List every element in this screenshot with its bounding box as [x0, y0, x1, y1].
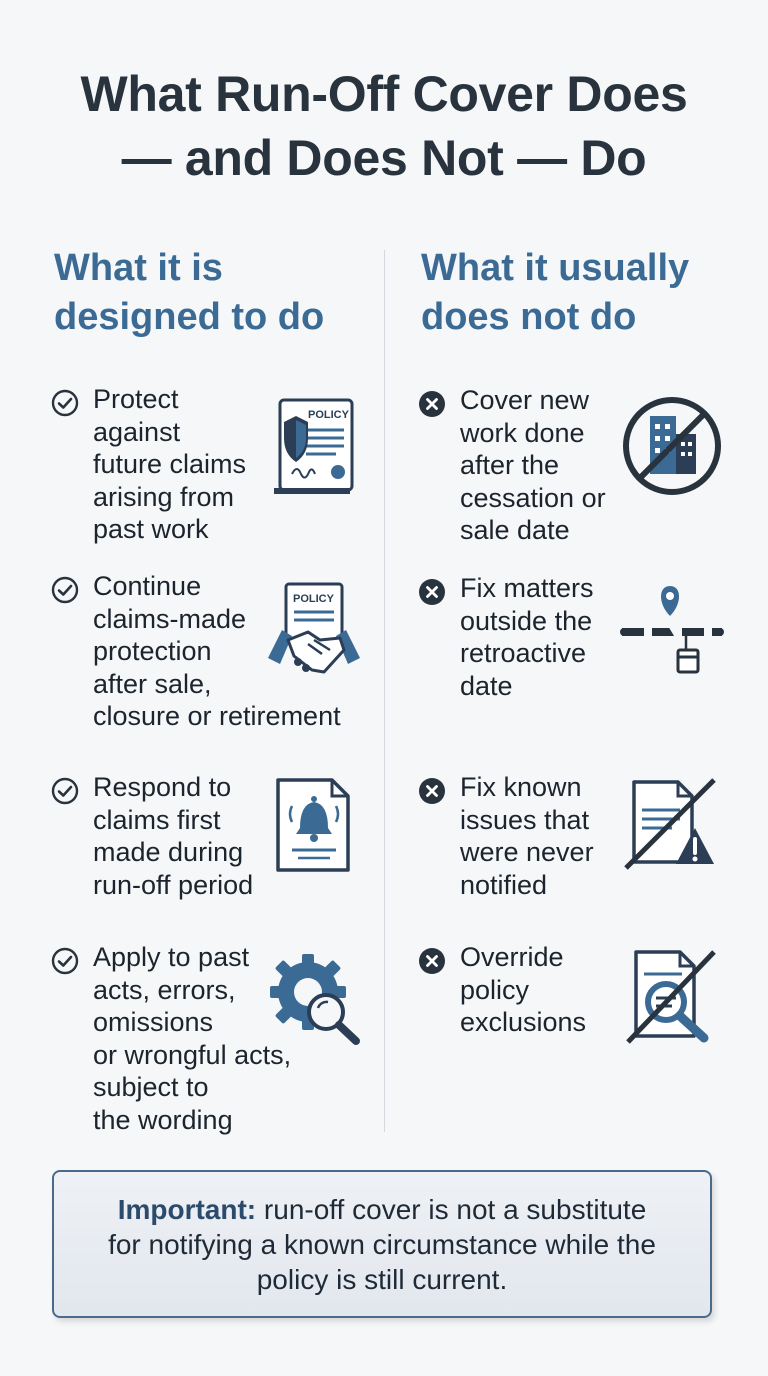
policy-shield-document-icon: [262, 394, 358, 500]
page-title: [0, 62, 768, 190]
note-line-2: for notifying a known circumstance while the: [108, 1229, 656, 1260]
item-text: Fix matters outside the retroactive date: [460, 573, 594, 701]
right-heading-line-2: does not do: [421, 296, 637, 338]
left-heading-line-1: What it is: [54, 247, 223, 289]
policy-handshake-icon: [264, 580, 364, 686]
right-column-heading: [421, 244, 689, 342]
bell-document-icon: [274, 776, 354, 874]
title-line-2: — and Does Not — Do: [121, 130, 647, 186]
item-text: Cover new work done after the cessation or sale date: [460, 385, 606, 545]
check-circle-icon: [51, 777, 79, 805]
x-circle-icon: [418, 390, 446, 418]
check-circle-icon: [51, 389, 79, 417]
note-line-1-text: run-off cover is not a substitute: [256, 1194, 647, 1225]
item-text: Protect against future claims arising from past work: [93, 384, 247, 544]
item-text: Override policy exclusions: [460, 942, 587, 1037]
left-column-heading: [54, 244, 324, 342]
important-note: [52, 1170, 712, 1318]
check-circle-icon: [51, 947, 79, 975]
no-buildings-icon: [620, 394, 724, 498]
x-circle-icon: [418, 578, 446, 606]
column-divider: [384, 250, 385, 1132]
right-heading-line-1: What it usually: [421, 247, 690, 289]
item-text: Continue claims-made protection after sale, closure or retirement: [93, 571, 341, 731]
note-label: Important:: [117, 1194, 257, 1225]
timeline-location-icon: [620, 582, 724, 682]
left-heading-line-2: designed to do: [54, 296, 325, 338]
crossed-document-warning-icon: [622, 776, 718, 872]
svg-text:POLICY: POLICY: [293, 593, 334, 605]
note-line-1: [54, 1192, 710, 1227]
note-line-3: policy is still current.: [256, 1264, 508, 1295]
svg-text:POLICY: POLICY: [308, 409, 349, 421]
title-line-1: What Run-Off Cover Does: [80, 66, 688, 122]
item-text: Fix known issues that were never notified: [460, 772, 594, 900]
check-circle-icon: [51, 576, 79, 604]
crossed-document-magnifier-icon: [624, 948, 718, 1046]
x-circle-icon: [418, 947, 446, 975]
item-text: Respond to claims first made during run-off period: [93, 772, 254, 900]
gear-magnifier-icon: [268, 950, 364, 1046]
x-circle-icon: [418, 777, 446, 805]
item-text: Apply to past acts, errors, omissions or wrongful acts, subject to the wording: [93, 942, 292, 1135]
